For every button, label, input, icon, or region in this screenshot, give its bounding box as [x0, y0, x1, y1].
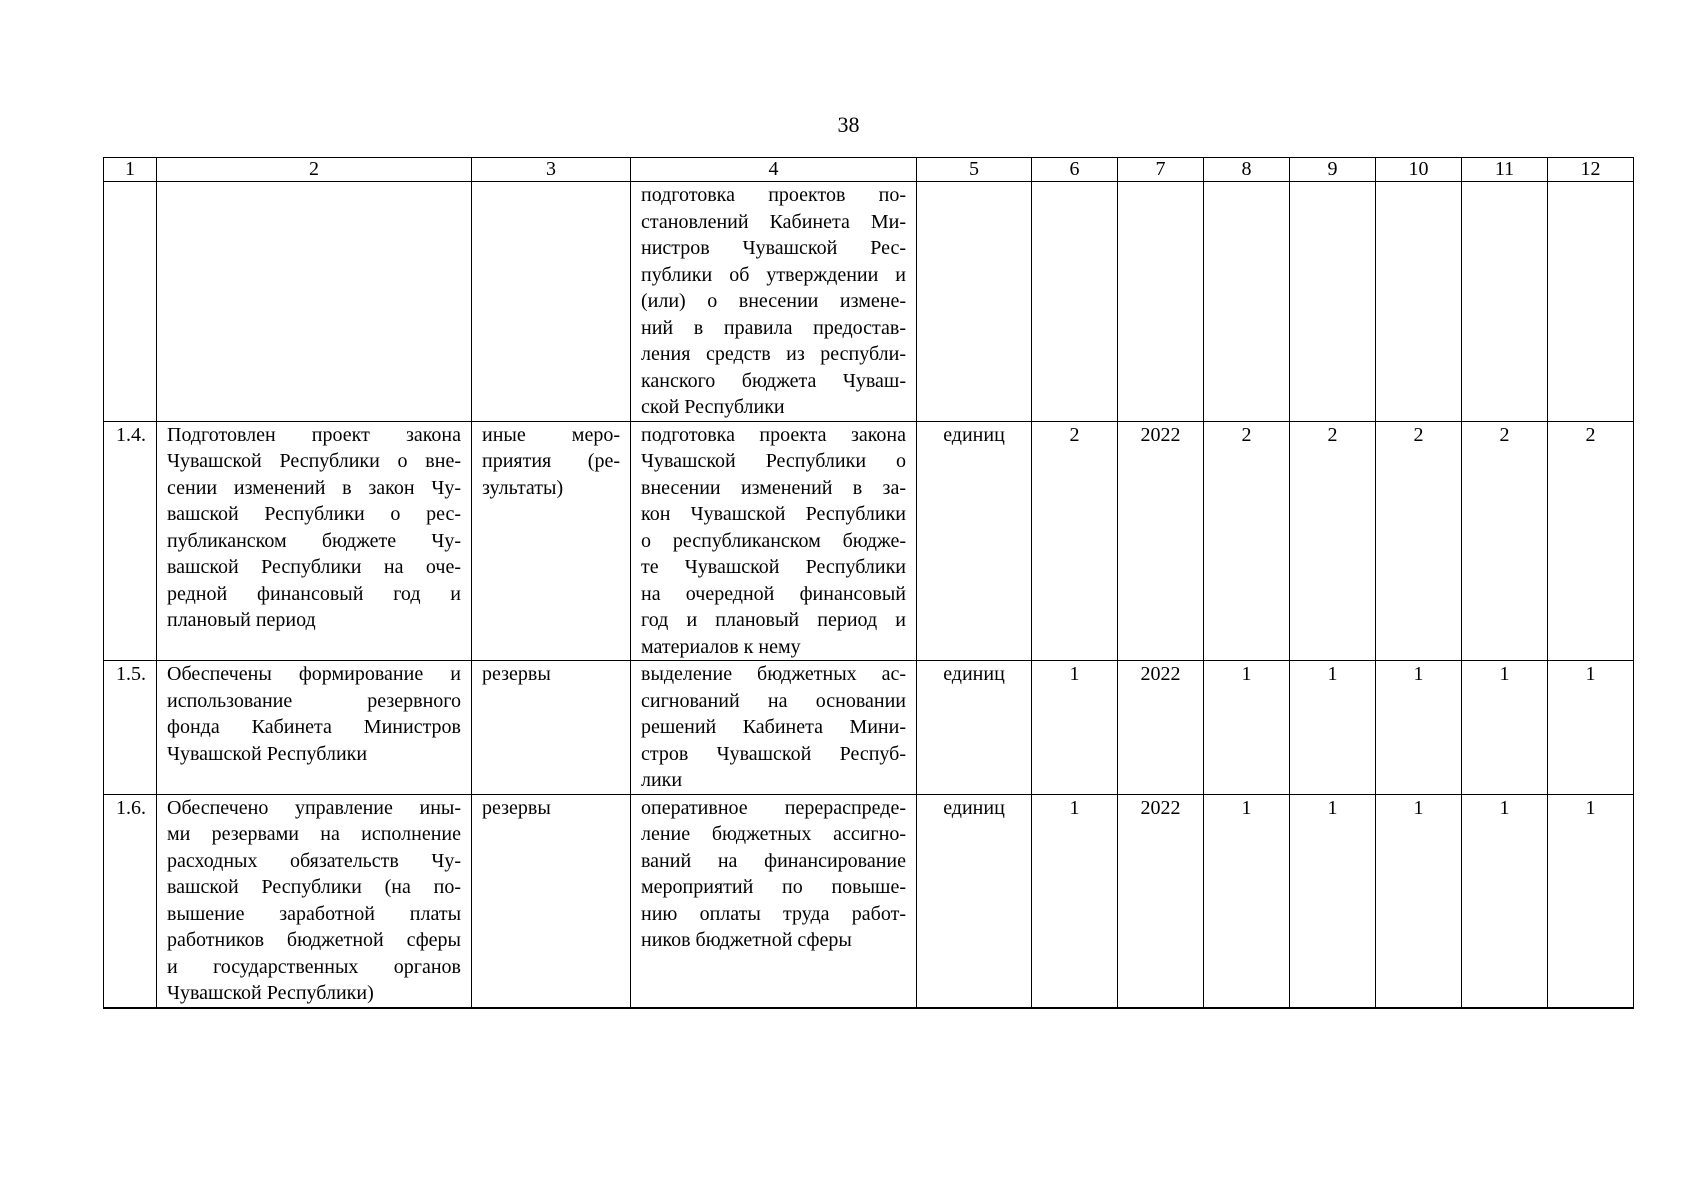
row-number-cell: 1.6. [104, 794, 157, 1008]
page-number: 38 [837, 112, 860, 137]
table-body [104, 182, 1634, 1008]
value-cell-10: 2 [1376, 421, 1462, 661]
value-cell-9: 1 [1290, 661, 1376, 795]
result-cell [157, 794, 472, 1008]
header-cell: 12 [1548, 158, 1634, 182]
text-line: на очередной финансовый [641, 582, 906, 605]
table-row [104, 421, 1634, 661]
value-cell-9 [1290, 182, 1376, 422]
result-cell [157, 421, 472, 661]
text-line: те Чувашской Республики [641, 556, 906, 578]
text-line: плановый период [167, 609, 316, 631]
text-line: ний в правила предостав- [641, 316, 906, 339]
text-line: редной финансовый год и [167, 582, 461, 605]
text-line: вышение заработной платы [167, 902, 461, 925]
base-value-cell: 1 [1032, 794, 1118, 1008]
value-cell-12: 1 [1548, 661, 1634, 795]
text-line: выделение бюджетных ас- [641, 663, 906, 685]
header-row [104, 158, 1634, 182]
value-cell-8: 1 [1204, 794, 1290, 1008]
text-line: материалов к нему [641, 635, 801, 658]
unit-cell: единиц [917, 661, 1032, 795]
text-line: работников бюджетной сферы [167, 929, 461, 951]
year-cell: 2022 [1118, 421, 1204, 661]
value-cell-11: 1 [1462, 794, 1548, 1008]
text-line: нистров Чувашской Рес- [641, 237, 906, 259]
unit-cell: единиц [917, 421, 1032, 661]
text-line: публиканском бюджете Чу- [167, 529, 461, 552]
text-line: публики об утверждении и [641, 263, 906, 286]
result-cell [157, 661, 472, 795]
type-cell: резервы [472, 794, 631, 1008]
header-cell: 6 [1032, 158, 1118, 182]
year-cell: 2022 [1118, 794, 1204, 1008]
text-line: использование резервного [167, 689, 461, 712]
text-line: вашской Республики на оче- [167, 556, 461, 578]
value-cell-11 [1462, 182, 1548, 422]
text-line: вашской Республики (на по- [167, 876, 461, 898]
value-cell-9: 2 [1290, 421, 1376, 661]
text-line: Обеспечены формирование и [167, 663, 461, 685]
text-line: сении изменений в закон Чу- [167, 476, 461, 499]
text-line: ми резервами на исполнение [167, 823, 461, 845]
header-cell: 4 [631, 158, 917, 182]
text-line: о республиканском бюдже- [641, 529, 906, 552]
value-cell-8: 1 [1204, 661, 1290, 795]
type-cell [472, 182, 631, 422]
text-line: приятия (ре- [482, 450, 620, 472]
text-line: ление бюджетных ассигно- [641, 823, 906, 845]
base-value-cell: 1 [1032, 661, 1118, 795]
text-line: ваний на финансирование [641, 849, 906, 872]
text-line: ников бюджетной сферы [641, 929, 852, 951]
table-row [104, 794, 1634, 1008]
header-cell: 9 [1290, 158, 1376, 182]
text-line: (или) о внесении измене- [641, 290, 906, 312]
value-cell-9: 1 [1290, 794, 1376, 1008]
description-cell [631, 182, 917, 422]
text-line: стров Чувашской Респуб- [641, 742, 906, 765]
text-line: вашской Республики о рес- [167, 503, 461, 525]
header-cell: 5 [917, 158, 1032, 182]
type-cell [472, 421, 631, 661]
text-line: канского бюджета Чуваш- [641, 369, 906, 392]
text-line: Чувашской Республики о [641, 450, 906, 472]
result-cell [157, 182, 472, 422]
type-cell: резервы [472, 661, 631, 795]
header-cell: 1 [104, 158, 157, 182]
value-cell-11: 1 [1462, 661, 1548, 795]
header-cell: 10 [1376, 158, 1462, 182]
value-cell-12 [1548, 182, 1634, 422]
text-line: Чувашской Республики [167, 742, 368, 765]
value-cell-10: 1 [1376, 794, 1462, 1008]
text-line: сигнований на основании [641, 689, 906, 712]
header-cell: 8 [1204, 158, 1290, 182]
text-line: подготовка проекта закона [641, 423, 906, 446]
header-cell: 7 [1118, 158, 1204, 182]
unit-cell: единиц [917, 794, 1032, 1008]
row-number-cell: 1.4. [104, 421, 157, 661]
text-line: мероприятий по повыше- [641, 876, 906, 898]
text-line: расходных обязательств Чу- [167, 849, 461, 872]
value-cell-11: 2 [1462, 421, 1548, 661]
results-table [103, 157, 1634, 1009]
base-value-cell: 2 [1032, 421, 1118, 661]
text-line: внесении изменений в за- [641, 476, 906, 499]
text-line: год и плановый период и [641, 609, 906, 631]
text-line: ской Республики [641, 396, 785, 418]
value-cell-10 [1376, 182, 1462, 422]
text-line: и государственных органов [167, 955, 461, 978]
table-row [104, 182, 1634, 422]
text-line: становлений Кабинета Ми- [641, 210, 906, 233]
description-cell [631, 661, 917, 795]
text-line: фонда Кабинета Министров [167, 716, 461, 738]
value-cell-8 [1204, 182, 1290, 422]
text-line: кон Чувашской Республики [641, 503, 906, 525]
text-line: Обеспечено управление ины- [167, 796, 461, 819]
text-line: Подготовлен проект закона [167, 423, 461, 446]
text-line: Чувашской Республики) [167, 982, 374, 1004]
description-cell [631, 794, 917, 1008]
text-line: подготовка проектов по- [641, 184, 906, 206]
header-cell: 11 [1462, 158, 1548, 182]
text-line: оперативное перераспреде- [641, 796, 906, 819]
base-value-cell [1032, 182, 1118, 422]
year-cell: 2022 [1118, 661, 1204, 795]
value-cell-12: 1 [1548, 794, 1634, 1008]
year-cell [1118, 182, 1204, 422]
text-line: нию оплаты труда работ- [641, 902, 906, 925]
text-line: иные меро- [482, 423, 620, 446]
row-number-cell [104, 182, 157, 422]
description-cell [631, 421, 917, 661]
text-line: лики [641, 769, 683, 791]
unit-cell [917, 182, 1032, 422]
value-cell-8: 2 [1204, 421, 1290, 661]
value-cell-10: 1 [1376, 661, 1462, 795]
text-line: решений Кабинета Мини- [641, 716, 906, 738]
header-cell: 3 [472, 158, 631, 182]
text-line: зультаты) [482, 476, 564, 499]
header-cell: 2 [157, 158, 472, 182]
text-line: Чувашской Республики о вне- [167, 450, 461, 472]
value-cell-12: 2 [1548, 421, 1634, 661]
row-number-cell: 1.5. [104, 661, 157, 795]
text-line: ления средств из республи- [641, 343, 906, 365]
table-row [104, 661, 1634, 795]
